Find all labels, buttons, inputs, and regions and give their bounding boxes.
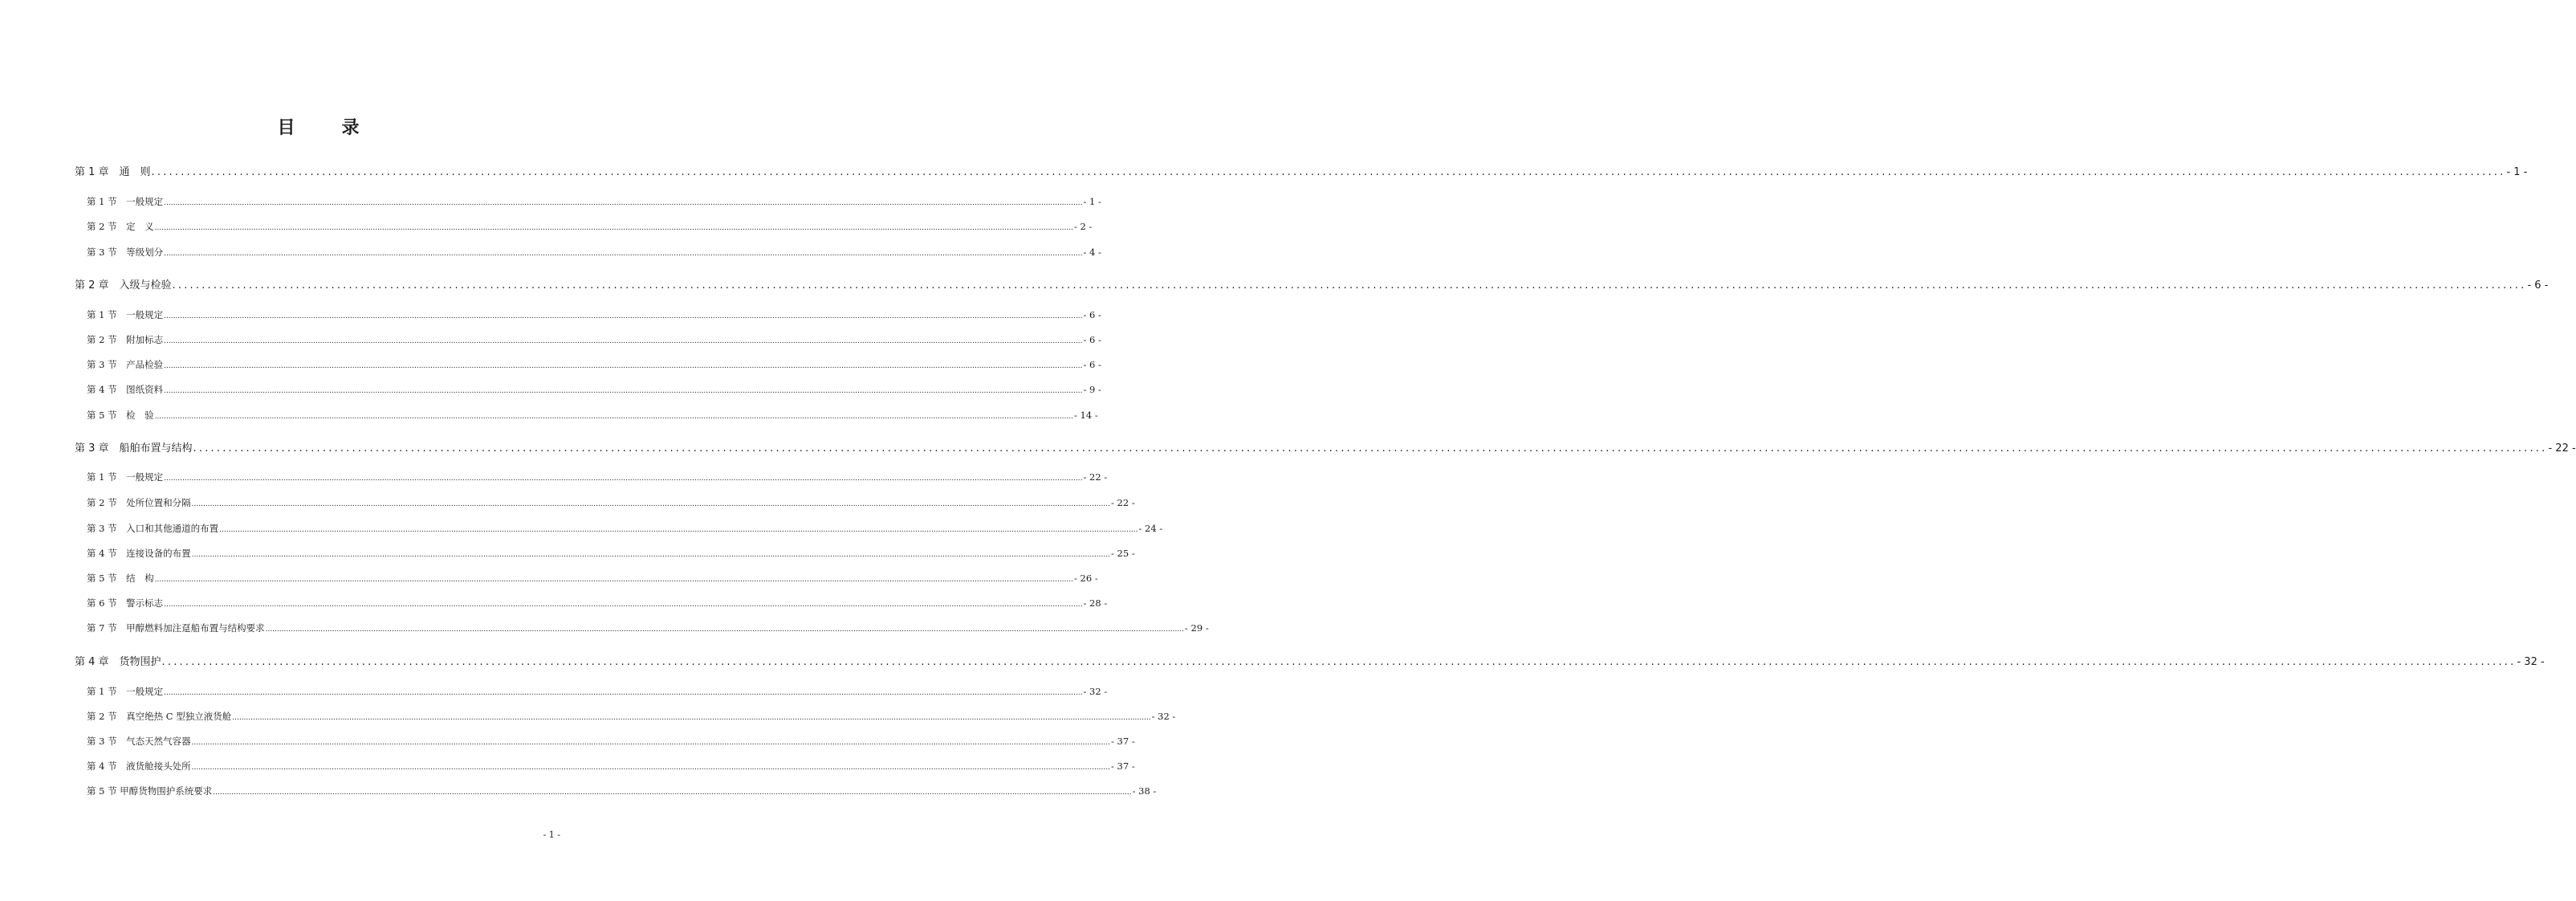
toc-section-entry[interactable]	[87, 471, 1108, 483]
toc-entry-label: 第 2 节 处所位置和分隔	[87, 497, 191, 508]
dot-leader: ................................................................................................................................................................................................................................................................................................................................................................................................................	[164, 250, 1083, 258]
toc-entry-label: 第 3 节 入口和其他通道的布置	[87, 523, 219, 534]
toc-chapter-entry[interactable]	[75, 439, 2576, 455]
toc-section-entry[interactable]	[87, 333, 1101, 346]
toc-section-entry[interactable]	[87, 785, 1157, 797]
toc-entry-page: - 1 -	[1083, 196, 1101, 207]
toc-entry-page: - 29 -	[1184, 622, 1209, 634]
toc-entry-page: - 6 -	[1083, 359, 1101, 370]
toc-entry-page: - 9 -	[1083, 384, 1101, 395]
toc-chapter-entry[interactable]	[75, 163, 2528, 178]
toc-entry-page: - 1 -	[2506, 166, 2528, 178]
toc-section-entry[interactable]	[87, 358, 1101, 371]
toc-entry-label: 第 5 节 结 构	[87, 573, 154, 584]
toc-entry-page: - 22 -	[2548, 442, 2576, 455]
dot-leader: ................................................................................................................................................................................................................................................................................................................................................................................................................	[164, 387, 1083, 395]
toc-section-entry[interactable]	[87, 547, 1135, 560]
toc-section-entry[interactable]	[87, 522, 1163, 535]
toc-chapter-entry[interactable]	[75, 653, 2545, 668]
toc-entry-label: 第 4 章 货物围护	[75, 656, 161, 668]
dot-leader: ................................................................................................................................................................................................................................................................................................................................................................................................................	[164, 362, 1083, 370]
toc-entry-page: - 26 -	[1073, 573, 1098, 584]
toc-title: 目 录	[277, 118, 374, 138]
toc-entry-page: - 6 -	[1083, 334, 1101, 345]
dot-leader: ................................................................................................................................................................................................................................................................................................................................................................................................................	[164, 312, 1083, 320]
toc-entry-label: 第 6 节 警示标志	[87, 597, 164, 609]
toc-entry-label: 第 4 节 连接设备的布置	[87, 548, 191, 559]
toc-entry-label: 第 4 节 液货舱接头处所	[87, 760, 191, 772]
toc-entry-label: 第 1 节 一般规定	[87, 309, 164, 320]
toc-section-entry[interactable]	[87, 383, 1101, 396]
dot-leader: ................................................................................................................................................................................................................................................................................................................................................................................................................	[191, 500, 1110, 508]
toc-entry-label: 第 5 节 检 验	[87, 410, 154, 421]
toc-entry-label: 第 2 节 定 义	[87, 221, 154, 232]
toc-entry-page: - 38 -	[1132, 785, 1157, 797]
toc-entry-page: - 32 -	[2517, 656, 2545, 668]
dot-leader: ................................................................................................................................................................................................................................................................................................................................................................................................................	[232, 714, 1151, 722]
dot-leader: ................................................................................................................................................................................................................................................................................................................................................................................................................	[164, 689, 1083, 697]
dot-leader: ................................................................................................................................................................................................................................................................................................................................................................................................................	[172, 279, 2527, 292]
toc-entry-label: 第 7 节 甲醇燃料加注趸船布置与结构要求	[87, 622, 265, 634]
toc-entry-label: 第 2 章 入级与检验	[75, 279, 172, 292]
toc-entry-label: 第 3 章 船舶布置与结构	[75, 442, 193, 455]
toc-section-entry[interactable]	[87, 760, 1135, 773]
toc-section-entry[interactable]	[87, 597, 1108, 610]
toc-entry-page: - 32 -	[1083, 686, 1108, 697]
toc-entry-page: - 6 -	[2527, 279, 2549, 292]
toc-entry-page: - 25 -	[1110, 548, 1135, 559]
dot-leader: ................................................................................................................................................................................................................................................................................................................................................................................................................	[219, 526, 1138, 534]
dot-leader: ................................................................................................................................................................................................................................................................................................................................................................................................................	[265, 626, 1184, 634]
dot-leader: ................................................................................................................................................................................................................................................................................................................................................................................................................	[191, 739, 1110, 747]
toc-entry-label: 第 2 节 真空绝热 C 型独立液货舱	[87, 711, 232, 722]
toc-section-entry[interactable]	[87, 220, 1093, 233]
toc-entry-label: 第 1 章 通 则	[75, 166, 151, 178]
toc-entry-page: - 32 -	[1151, 711, 1176, 722]
dot-leader: ................................................................................................................................................................................................................................................................................................................................................................................................................	[154, 413, 1073, 421]
toc-entry-label: 第 4 节 图纸资料	[87, 384, 164, 395]
dot-leader: ................................................................................................................................................................................................................................................................................................................................................................................................................	[151, 166, 2506, 178]
toc-section-entry[interactable]	[87, 572, 1098, 585]
toc-entry-label: 第 1 节 一般规定	[87, 196, 164, 207]
toc-entry-page: - 14 -	[1073, 410, 1098, 421]
dot-leader: ................................................................................................................................................................................................................................................................................................................................................................................................................	[161, 656, 2517, 668]
toc-section-entry[interactable]	[87, 409, 1098, 422]
toc-entry-page: - 4 -	[1083, 247, 1101, 258]
toc-entry-label: 第 3 节 等级划分	[87, 247, 164, 258]
toc-entry-page: - 6 -	[1083, 309, 1101, 320]
toc-entry-label: 第 2 节 附加标志	[87, 334, 164, 345]
dot-leader: ................................................................................................................................................................................................................................................................................................................................................................................................................	[154, 224, 1073, 232]
toc-entry-label: 第 1 节 一般规定	[87, 686, 164, 697]
toc-entry-label: 第 3 节 气态天然气容器	[87, 736, 191, 747]
dot-leader: ................................................................................................................................................................................................................................................................................................................................................................................................................	[164, 337, 1083, 345]
toc-entry-page: - 24 -	[1138, 523, 1163, 534]
toc-section-entry[interactable]	[87, 246, 1101, 259]
toc-entry-page: - 37 -	[1110, 760, 1135, 772]
toc-section-entry[interactable]	[87, 195, 1101, 208]
toc-entry-page: - 37 -	[1110, 736, 1135, 747]
toc-section-entry[interactable]	[87, 622, 1209, 634]
dot-leader: ................................................................................................................................................................................................................................................................................................................................................................................................................	[164, 475, 1083, 483]
toc-entry-label: 第 3 节 产品检验	[87, 359, 164, 370]
dot-leader: ................................................................................................................................................................................................................................................................................................................................................................................................................	[164, 199, 1083, 207]
dot-leader: ................................................................................................................................................................................................................................................................................................................................................................................................................	[154, 576, 1073, 584]
toc-entry-page: - 22 -	[1110, 497, 1135, 508]
toc-entry-page: - 22 -	[1083, 471, 1108, 483]
toc-section-entry[interactable]	[87, 710, 1176, 723]
toc-entry-label: 第 5 节 甲醇货物围护系统要求	[87, 785, 213, 797]
dot-leader: ................................................................................................................................................................................................................................................................................................................................................................................................................	[191, 764, 1110, 772]
toc-section-entry[interactable]	[87, 496, 1135, 509]
dot-leader: ................................................................................................................................................................................................................................................................................................................................................................................................................	[164, 601, 1083, 609]
toc-section-entry[interactable]	[87, 735, 1135, 748]
dot-leader: ................................................................................................................................................................................................................................................................................................................................................................................................................	[213, 789, 1132, 797]
toc-chapter-entry[interactable]	[75, 276, 2549, 292]
toc-section-entry[interactable]	[87, 685, 1108, 698]
dot-leader: ................................................................................................................................................................................................................................................................................................................................................................................................................	[193, 442, 2548, 455]
toc-entry-page: - 28 -	[1083, 597, 1108, 609]
toc-entry-label: 第 1 节 一般规定	[87, 471, 164, 483]
toc-section-entry[interactable]	[87, 308, 1101, 321]
toc-entry-page: - 2 -	[1073, 221, 1093, 232]
footer-page-number: - 1 -	[543, 830, 560, 840]
dot-leader: ................................................................................................................................................................................................................................................................................................................................................................................................................	[191, 551, 1110, 559]
